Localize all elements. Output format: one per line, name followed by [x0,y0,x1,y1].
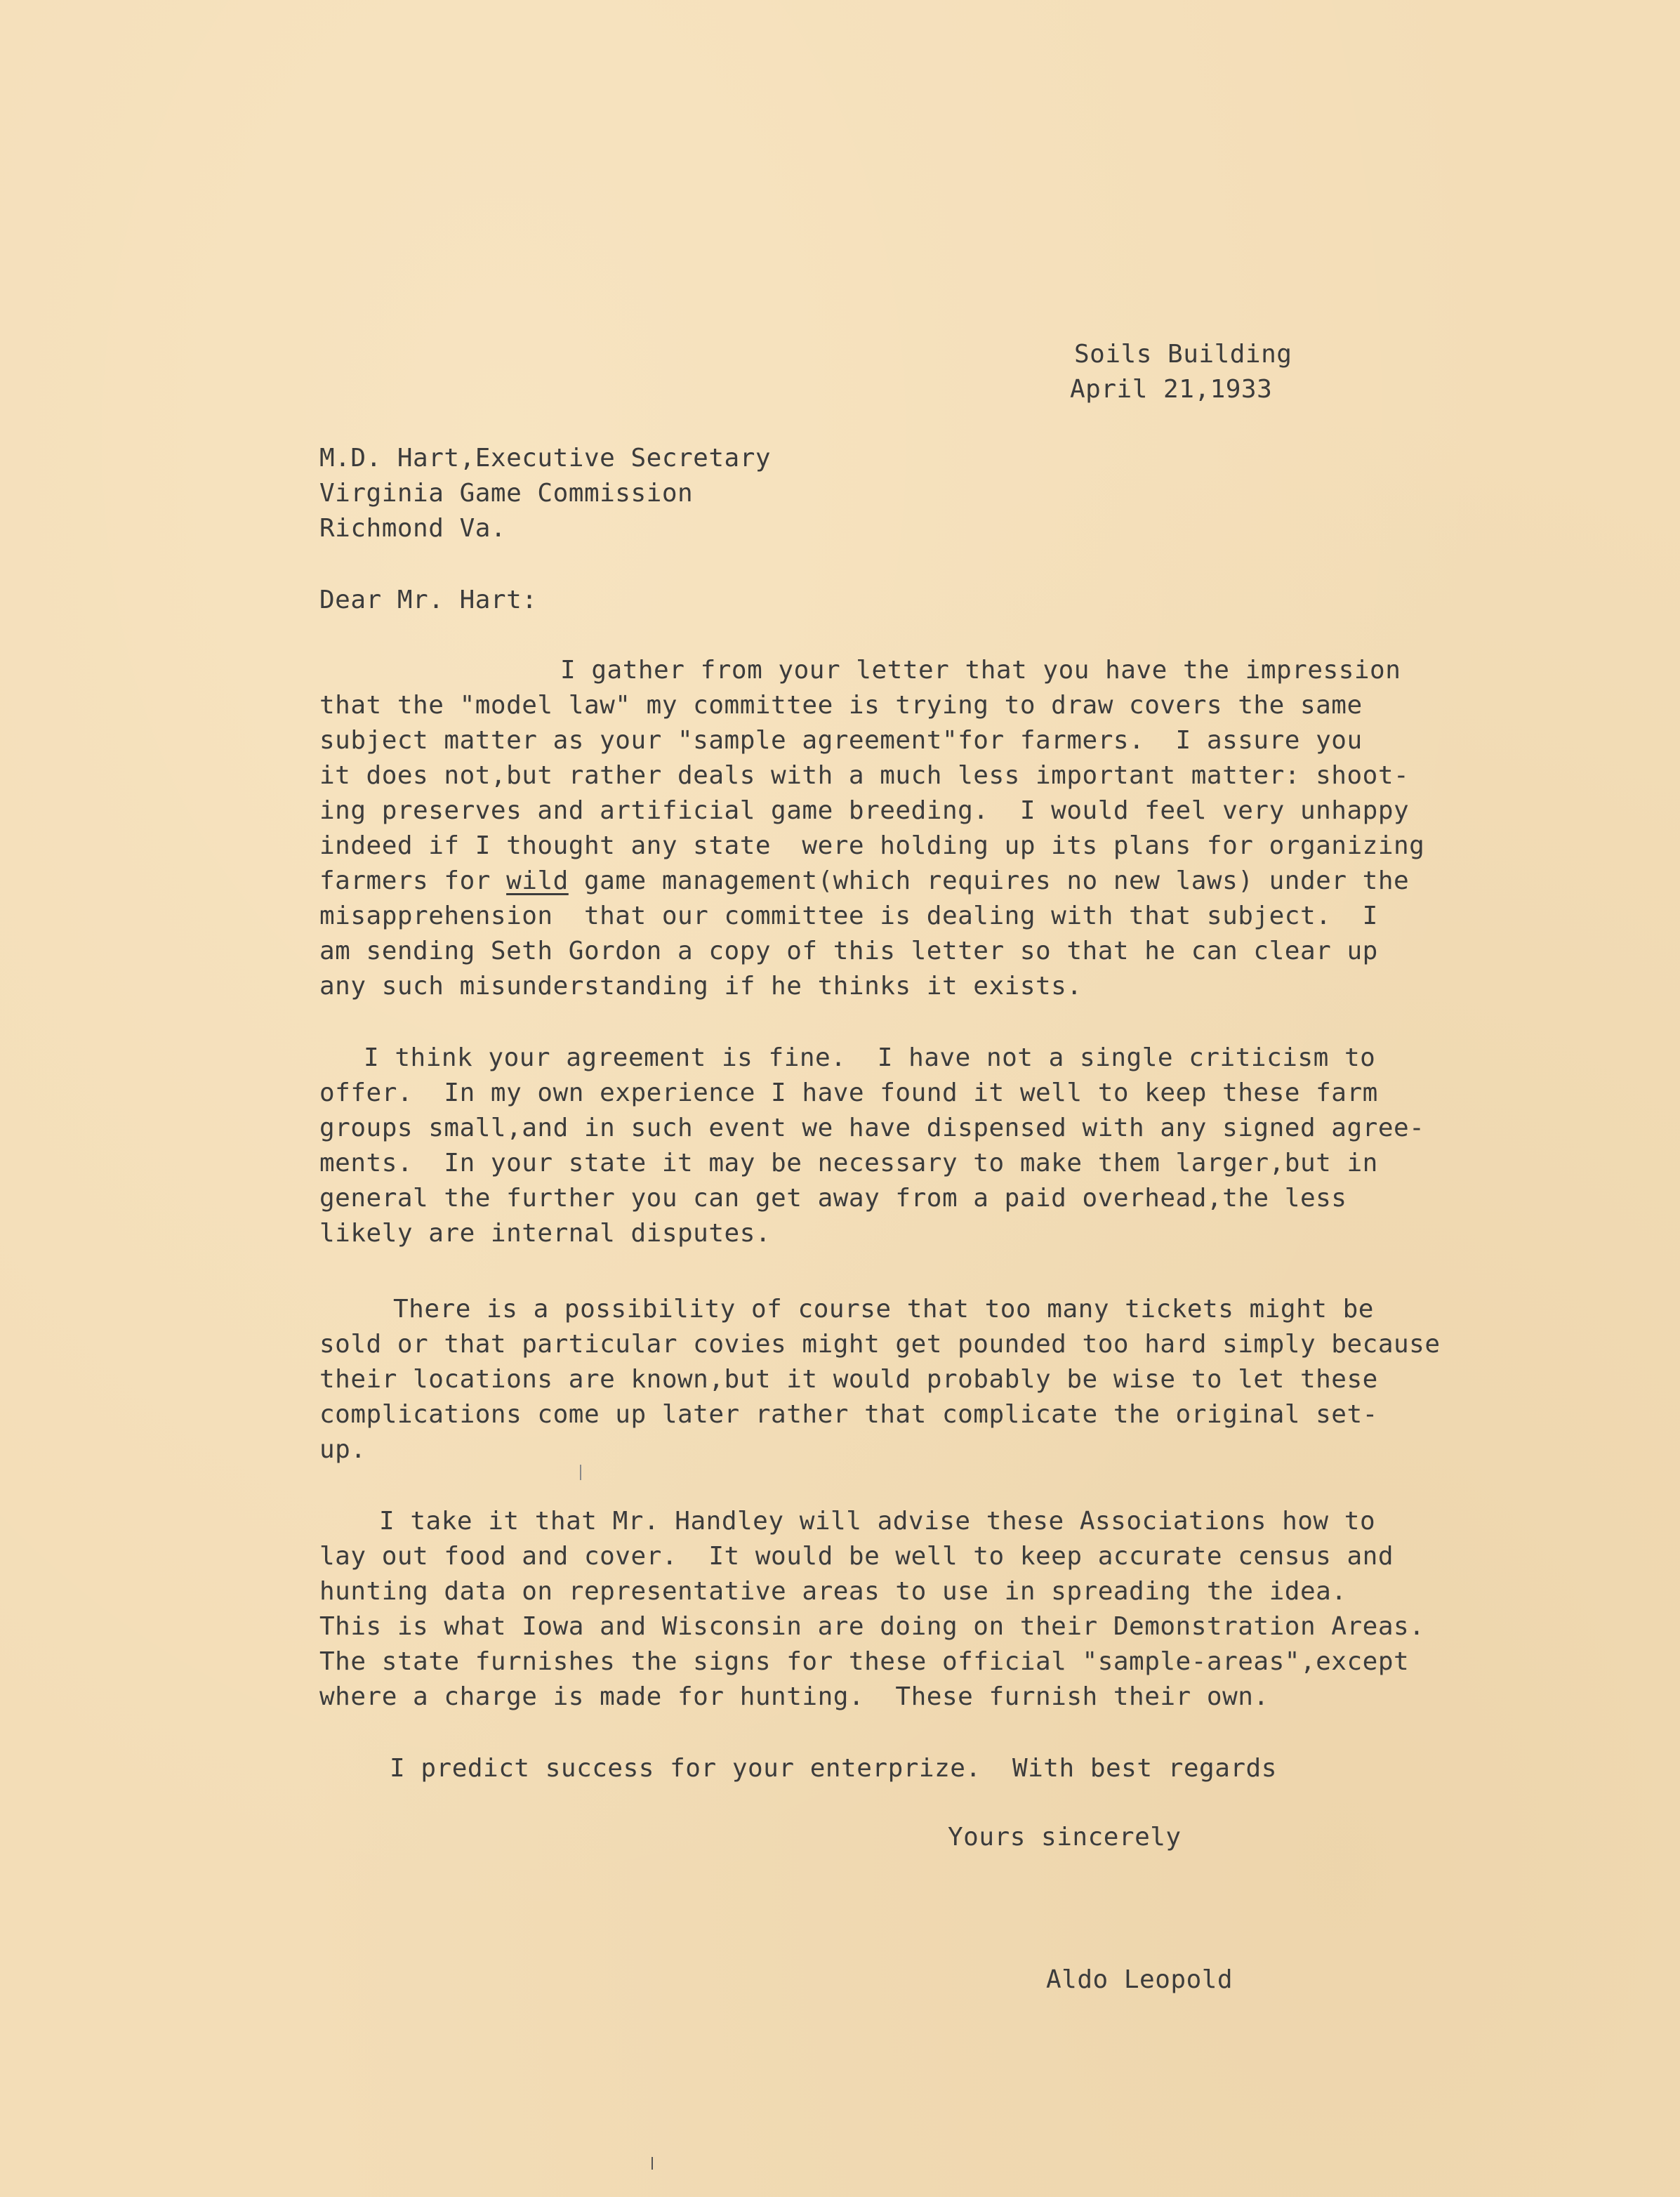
paragraph-3-line: their locations are known,but it would probably be wise to let these [319,1365,1378,1394]
return-address-building: Soils Building [1074,340,1292,369]
paragraph-1-line: any such misunderstanding if he thinks it exists. [319,972,1083,1001]
paragraph-2-line: likely are internal disputes. [319,1219,772,1248]
paragraph-5-line: I predict success for your enterprize. With best regards [390,1754,1277,1783]
letter-date: April 21,1933 [1070,375,1273,404]
recipient-organization: Virginia Game Commission [319,479,694,508]
paragraph-1-line: misapprehension that our committee is dealing with that subject. I [319,902,1378,930]
paragraph-1-text: farmers for [319,866,507,895]
paragraph-1-line [319,864,1409,899]
paragraph-4-line: This is what Iowa and Wisconsin are doing on their Demonstration Areas. [319,1612,1425,1641]
signature: Aldo Leopold [1046,1965,1233,1994]
paragraph-1-line: subject matter as your "sample agreement"for farmers. I assure you [319,726,1363,755]
paragraph-1-line: ing preserves and artificial game breeding. I would feel very unhappy [319,796,1410,825]
paragraph-4-line: The state furnishes the signs for these official "sample-areas",except [319,1647,1410,1676]
stray-mark [652,2157,653,2170]
paragraph-2-line: ments. In your state it may be necessary to make them larger,but in [319,1149,1378,1177]
paragraph-4-line: I take it that Mr. Handley will advise these Associations how to [379,1507,1376,1536]
stray-mark [580,1465,581,1480]
paragraph-2-line: offer. In my own experience I have found it well to keep these farm [319,1078,1378,1107]
salutation: Dear Mr. Hart: [319,586,538,614]
underlined-word-wild: wild [506,866,569,895]
recipient-city: Richmond Va. [319,514,507,543]
paragraph-3-line: There is a possibility of course that too many tickets might be [393,1295,1374,1324]
paragraph-1-line: I gather from your letter that you have the impression [560,656,1401,685]
paragraph-3-line: complications come up later rather that complicate the original set- [319,1400,1378,1429]
paragraph-2-line: groups small,and in such event we have dispensed with any signed agree- [319,1114,1425,1142]
paragraph-4-line: lay out food and cover. It would be well to keep accurate census and [319,1542,1394,1571]
paragraph-3-line: sold or that particular covies might get pounded too hard simply because [319,1330,1441,1359]
paragraph-1-line: indeed if I thought any state were holding up its plans for organizing [319,831,1425,860]
paragraph-1-line: it does not,but rather deals with a much less important matter: shoot- [319,761,1410,790]
paragraph-3-line: up. [319,1435,366,1464]
paragraph-1-line: that the "model law" my committee is trying to draw covers the same [319,691,1363,720]
recipient-name-title: M.D. Hart,Executive Secretary [319,444,772,473]
closing: Yours sincerely [948,1823,1182,1852]
paragraph-1-line: am sending Seth Gordon a copy of this letter so that he can clear up [319,937,1378,965]
paragraph-4-line: hunting data on representative areas to use in spreading the idea. [319,1577,1347,1606]
paragraph-1-text: game management(which requires no new laws) under the [568,866,1410,895]
paragraph-4-line: where a charge is made for hunting. These furnish their own. [319,1682,1269,1711]
paragraph-2-line: general the further you can get away from a paid overhead,the less [319,1184,1347,1213]
paragraph-2-line: I think your agreement is fine. I have not a single criticism to [364,1043,1376,1072]
